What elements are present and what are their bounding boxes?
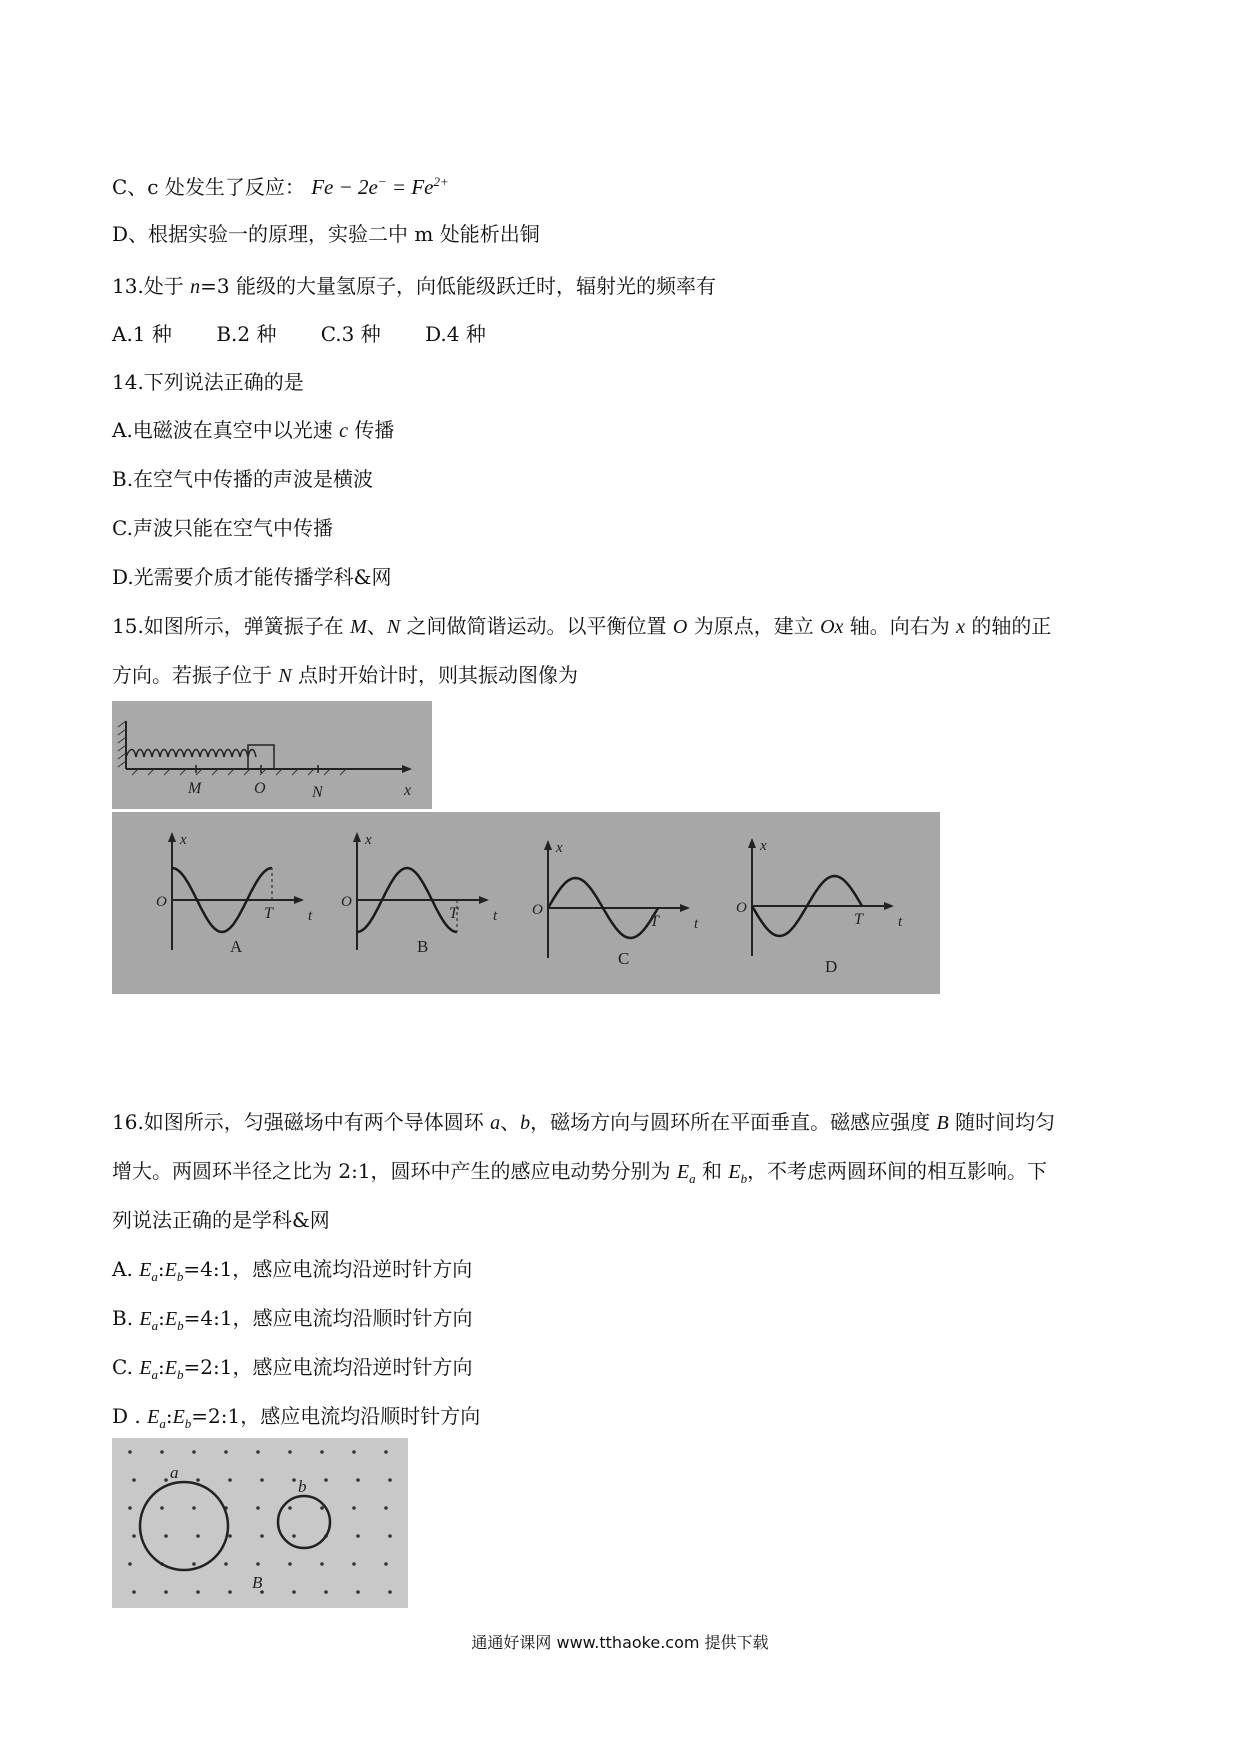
- q16-option-d: D . $E_a:E_b=2:1$，感应电流均沿顺时针方向: [112, 1404, 481, 1431]
- field-dot: [128, 1562, 132, 1566]
- graph-option-b: [341, 832, 498, 956]
- q15-stem-line2: 方向。若振子位于 N 点时开始计时，则其振动图像为: [112, 663, 579, 687]
- field-dot: [192, 1562, 196, 1566]
- q14-option-d: D.光需要介质才能传播学科&网: [112, 565, 392, 589]
- spring-oscillator-figure: [112, 701, 432, 809]
- graph-option-d: [736, 838, 903, 976]
- field-dot: [228, 1534, 232, 1538]
- q14-option-c: C.声波只能在空气中传播: [112, 516, 333, 540]
- label-x: x: [404, 782, 412, 799]
- q12-formula: $Fe - 2e^- = Fe^{2+}$: [311, 174, 449, 199]
- field-dot: [224, 1562, 228, 1566]
- field-dot: [260, 1478, 264, 1482]
- field-dot: [164, 1478, 168, 1482]
- label-N: N: [312, 784, 323, 801]
- vibration-graphs-figure: [112, 812, 940, 994]
- label-B: B: [252, 1573, 263, 1592]
- axis-label-t: t: [898, 914, 903, 930]
- field-dot: [352, 1506, 356, 1510]
- field-dot: [160, 1506, 164, 1510]
- ring-a: [140, 1482, 228, 1570]
- period-label: T: [650, 913, 659, 930]
- field-dot: [288, 1562, 292, 1566]
- field-dot: [164, 1590, 168, 1594]
- period-label: T: [264, 905, 273, 922]
- origin-label: O: [532, 902, 543, 918]
- field-dot: [352, 1450, 356, 1454]
- field-dot: [384, 1506, 388, 1510]
- q14-stem: 14.下列说法正确的是: [112, 370, 304, 394]
- axis-label-t: t: [493, 908, 498, 924]
- field-dot: [192, 1450, 196, 1454]
- field-dot: [324, 1590, 328, 1594]
- field-dot: [132, 1590, 136, 1594]
- field-dot: [384, 1450, 388, 1454]
- field-dot: [128, 1506, 132, 1510]
- axis-label-t: t: [694, 916, 699, 932]
- field-dot: [132, 1534, 136, 1538]
- page-footer: 通通好课网 www.tthaoke.com 提供下载: [471, 1633, 769, 1652]
- graph-option-label: A: [230, 937, 243, 956]
- graph-option-label: D: [825, 957, 838, 976]
- q14-option-b: B.在空气中传播的声波是横波: [112, 467, 374, 491]
- q16-stem-line3: 列说法正确的是学科&网: [112, 1208, 330, 1232]
- field-dot: [356, 1590, 360, 1594]
- q16-stem-line2: 增大。两圆环半径之比为 2:1，圆环中产生的感应电动势分别为 $E_a$ 和 $E_b$，不考虑两圆环间的相互影响。下: [112, 1159, 1048, 1186]
- field-dot: [228, 1590, 232, 1594]
- label-M: M: [188, 780, 202, 797]
- graph-option-a: [156, 832, 313, 956]
- field-dot: [256, 1450, 260, 1454]
- field-dot: [192, 1506, 196, 1510]
- origin-label: O: [736, 900, 747, 916]
- ring-b: [278, 1496, 330, 1548]
- origin-label: O: [156, 894, 167, 910]
- field-dot: [324, 1478, 328, 1482]
- axis-label-x: x: [556, 840, 563, 856]
- field-dot: [196, 1534, 200, 1538]
- label-a: a: [170, 1463, 179, 1482]
- field-dot: [388, 1478, 392, 1482]
- field-dot: [388, 1534, 392, 1538]
- q16-option-c: C. $E_a:E_b=2:1$，感应电流均沿逆时针方向: [112, 1355, 473, 1382]
- field-dot: [128, 1450, 132, 1454]
- q13-option-d: D.4 种: [425, 322, 486, 346]
- q13-options: [112, 320, 486, 348]
- q13-option-b: B.2 种: [216, 322, 277, 346]
- axis-label-x: x: [180, 832, 187, 848]
- field-dot: [356, 1478, 360, 1482]
- field-dot: [292, 1534, 296, 1538]
- period-label: T: [854, 911, 863, 928]
- period-label: T: [449, 905, 458, 922]
- q13-option-c: C.3 种: [320, 322, 381, 346]
- field-dot: [356, 1534, 360, 1538]
- axis-label-t: t: [308, 908, 313, 924]
- field-dot: [292, 1590, 296, 1594]
- axis-label-x: x: [760, 838, 767, 854]
- label-b: b: [298, 1477, 307, 1496]
- q12-option-d: D、根据实验一的原理，实验二中 m 处能析出铜: [112, 222, 540, 246]
- axis-label-x: x: [365, 832, 372, 848]
- field-dot: [164, 1534, 168, 1538]
- vibration-graphs-svg: [112, 812, 940, 994]
- label-O: O: [254, 780, 266, 797]
- field-dot: [288, 1450, 292, 1454]
- field-dot: [388, 1590, 392, 1594]
- field-dot: [256, 1506, 260, 1510]
- field-dot: [224, 1450, 228, 1454]
- field-dot: [292, 1478, 296, 1482]
- q13-option-a: A.1 种: [112, 322, 172, 346]
- q16-option-b: B. $E_a:E_b=4:1$，感应电流均沿顺时针方向: [112, 1306, 473, 1333]
- graph-option-label: C: [618, 949, 630, 968]
- q12-option-c: C、c 处发生了反应： $Fe - 2e^- = Fe^{2+}$: [112, 174, 449, 199]
- field-dot: [228, 1478, 232, 1482]
- field-dot: [384, 1562, 388, 1566]
- magnetic-rings-figure: [112, 1438, 408, 1608]
- q14-option-a: A.电磁波在真空中以光速 c 传播: [112, 418, 395, 442]
- field-dot: [256, 1562, 260, 1566]
- field-dot: [320, 1506, 324, 1510]
- origin-label: O: [341, 894, 352, 910]
- field-dot: [352, 1562, 356, 1566]
- field-dot: [260, 1534, 264, 1538]
- graph-option-label: B: [417, 937, 429, 956]
- q16-option-a: A. $E_a:E_b=4:1$，感应电流均沿逆时针方向: [112, 1257, 473, 1284]
- field-dot: [288, 1506, 292, 1510]
- q15-stem-line1: 15.如图所示，弹簧振子在 M、N 之间做简谐运动。以平衡位置 O 为原点，建立 Ox 轴。向右为 x 的轴的正: [112, 614, 1052, 638]
- field-dot: [132, 1478, 136, 1482]
- q16-stem-line1: 16.如图所示，匀强磁场中有两个导体圆环 a、b，磁场方向与圆环所在平面垂直。磁感应强度 B 随时间均匀: [112, 1110, 1056, 1134]
- field-dot: [196, 1590, 200, 1594]
- q13-stem: 13.处于 n=3 能级的大量氢原子，向低能级跃迁时，辐射光的频率有: [112, 274, 717, 298]
- field-dot: [196, 1478, 200, 1482]
- graph-option-c: [532, 840, 699, 968]
- field-dot: [320, 1562, 324, 1566]
- field-dot: [160, 1450, 164, 1454]
- field-dot: [320, 1450, 324, 1454]
